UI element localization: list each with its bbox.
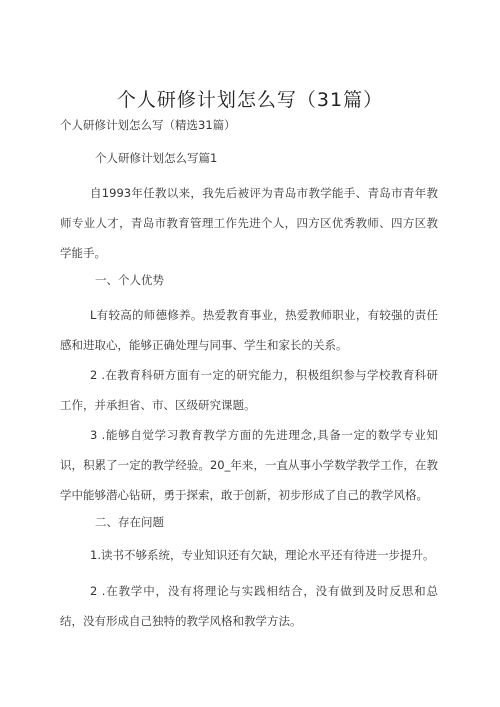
heading-strengths: 一、个人优势 [95,273,164,287]
intro-paragraph: 自1993年任教以来，我先后被评为青岛市教学能手、青岛市青年教师专业人才，青岛市教育管理工作先进个人，四方区优秀教师、四方区教学能手。 [60,186,438,260]
problem-paragraph-1: 1.读书不够系统，专业知识还有欠缺，理论水平还有待进一步提升。 [90,548,435,562]
heading-problems: 二、存在问题 [95,515,164,529]
strength-paragraph-2: 2 .在教育科研方面有一定的研究能力，积极组织参与学校教育科研工作，并承担省、市、区级研究课题。 [60,368,438,412]
document-subtitle: 个人研修计划怎么写（精选31篇） [60,118,236,132]
problem-paragraph-2: 2 .在教学中，没有将理论与实践相结合，没有做到及时反思和总结，没有形成自己独特的教学风格和教学方法。 [60,584,438,628]
strength-paragraph-1: L有较高的师德修养。热爱教育事业，热爱教师职业，有较强的责任感和进取心，能够正确处理与同事、学生和家长的关系。 [60,308,438,352]
document-title: 个人研修计划怎么写（31篇） [116,89,384,111]
section-title: 个人研修计划怎么写篇1 [95,151,218,165]
strength-paragraph-3: 3 .能够自觉学习教育教学方面的先进理念,具备一定的数学专业知识，积累了一定的教学经验。20_年来，一直从事小学数学教学工作，在教学中能够潜心钻研，勇于探索，敢于创新，初步形成了自己的教学风格。 [60,428,438,502]
